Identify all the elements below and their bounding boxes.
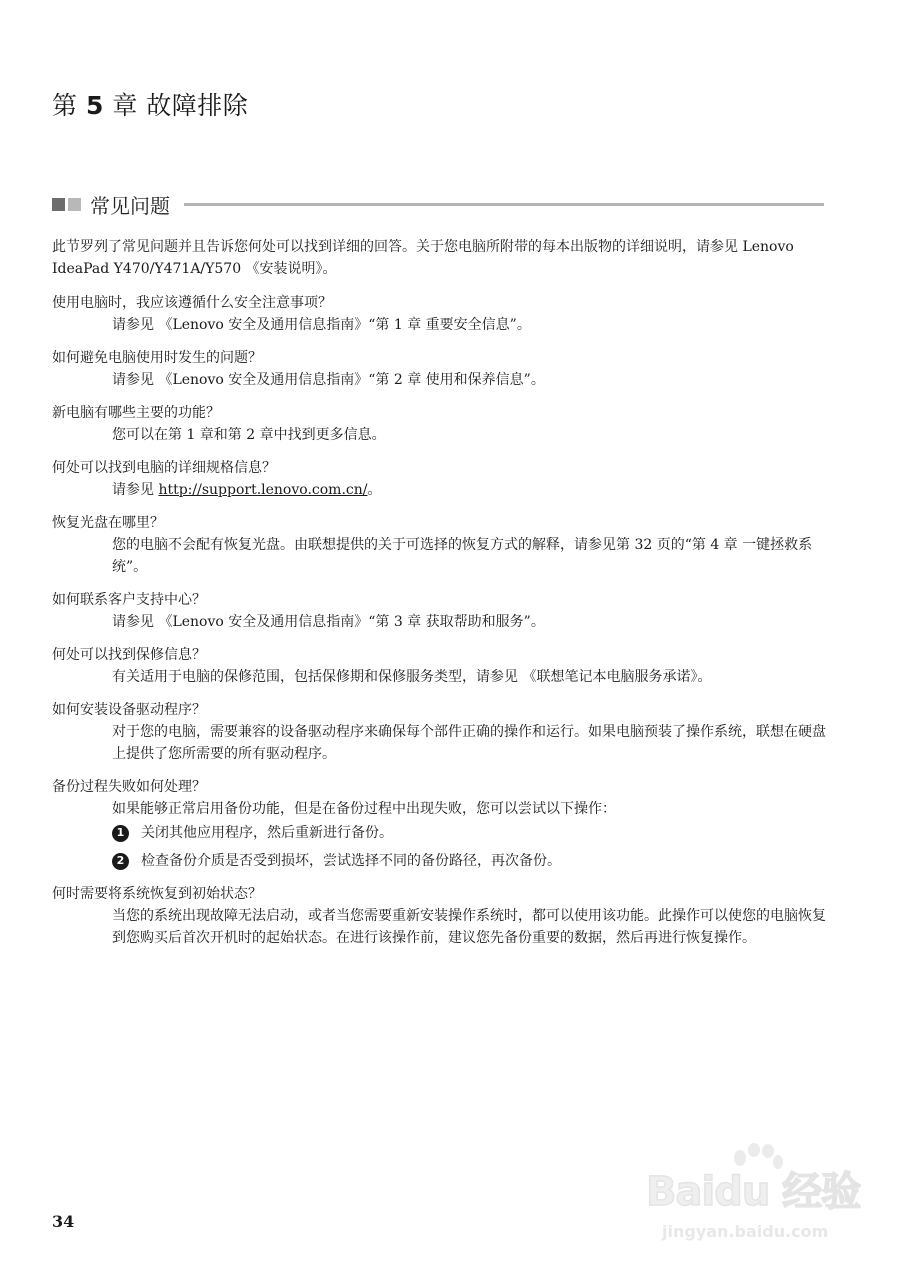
- faq-question: 恢复光盘在哪里？: [52, 515, 164, 531]
- support-link[interactable]: http://support.lenovo.com.cn/: [158, 482, 368, 498]
- step-text: 关闭其他应用程序，然后重新进行备份。: [141, 825, 393, 841]
- step-number-icon: 2: [112, 853, 129, 870]
- faq-question: 如何避免电脑使用时发生的问题？: [52, 350, 262, 366]
- faq-answer: [112, 479, 828, 501]
- faq-answer: 如果能够正常启用备份功能，但是在备份过程中出现失败，您可以尝试以下操作：: [112, 801, 616, 817]
- faq-item: [52, 402, 828, 446]
- faq-item: [52, 644, 828, 688]
- faq-item: [52, 292, 828, 336]
- step-number-icon: 1: [112, 825, 129, 842]
- section-title: 常见问题: [90, 193, 170, 218]
- faq-item: [52, 589, 828, 633]
- baidu-watermark: [640, 1142, 880, 1272]
- chapter-prefix: 第: [52, 91, 78, 120]
- watermark-logo: Baidu 经验: [646, 1169, 861, 1215]
- faq-answer: 当您的系统出现故障无法启动，或者当您需要重新安装操作系统时，都可以使用该功能。此操作可以使您的电脑恢复到您购买后首次开机时的起始状态。在进行该操作前，建议您先备份重要的数据，然后再进行恢复操作。: [112, 908, 826, 946]
- answer-suffix: 。: [367, 482, 382, 498]
- faq-question: 备份过程失败如何处理？: [52, 779, 206, 795]
- faq-question: 何时需要将系统恢复到初始状态？: [52, 886, 262, 902]
- intro-paragraph: 此节罗列了常见问题并且告诉您何处可以找到详细的回答。关于您电脑所附带的每本出版物的详细说明，请参见 Lenovo IdeaPad Y470/Y471A/Y570 《安装说明》。: [52, 239, 794, 277]
- chapter-title: [52, 86, 248, 122]
- faq-answer: 请参见 《Lenovo 安全及通用信息指南》“第 3 章 获取帮助和服务”。: [112, 614, 545, 630]
- section-divider: [184, 203, 824, 206]
- chapter-number: 5: [85, 91, 104, 120]
- faq-answer: 有关适用于电脑的保修范围，包括保修期和保修服务类型，请参见 《联想笔记本电脑服务承诺》。: [112, 669, 712, 685]
- faq-list: [52, 292, 828, 960]
- faq-question: 使用电脑时，我应该遵循什么安全注意事项？: [52, 295, 332, 311]
- faq-answer: 请参见 《Lenovo 安全及通用信息指南》“第 2 章 使用和保养信息”。: [112, 372, 545, 388]
- faq-item: [52, 347, 828, 391]
- faq-item: [52, 776, 828, 872]
- faq-question: 新电脑有哪些主要的功能？: [52, 405, 220, 421]
- step-item: [112, 822, 828, 844]
- step-list: [112, 822, 828, 872]
- faq-answer: 对于您的电脑，需要兼容的设备驱动程序来确保每个部件正确的操作和运行。如果电脑预装了操作系统，联想在硬盘上提供了您所需要的所有驱动程序。: [112, 724, 826, 762]
- faq-question: 如何安装设备驱动程序？: [52, 702, 206, 718]
- answer-prefix: 请参见: [112, 482, 159, 498]
- faq-item: [52, 699, 828, 765]
- faq-answer: 您的电脑不会配有恢复光盘。由联想提供的关于可选择的恢复方式的解释，请参见第 32 页的“第 4 章 一键拯救系统”。: [112, 537, 813, 575]
- watermark-url: jingyan.baidu.com: [662, 1222, 829, 1241]
- section-bullet-icon: [52, 198, 81, 211]
- faq-question: 何处可以找到保修信息？: [52, 647, 206, 663]
- section-heading: [52, 188, 824, 220]
- faq-question: 如何联系客户支持中心？: [52, 592, 206, 608]
- step-text: 检查备份介质是否受到损坏，尝试选择不同的备份路径，再次备份。: [141, 853, 561, 869]
- faq-item: [52, 883, 828, 949]
- faq-question: 何处可以找到电脑的详细规格信息？: [52, 460, 276, 476]
- faq-item: [52, 457, 828, 501]
- chapter-name: 章 故障排除: [112, 91, 249, 120]
- page-number: 34: [52, 1212, 75, 1231]
- faq-answer: 请参见 《Lenovo 安全及通用信息指南》“第 1 章 重要安全信息”。: [112, 317, 531, 333]
- faq-answer: 您可以在第 1 章和第 2 章中找到更多信息。: [112, 427, 386, 443]
- step-item: [112, 850, 828, 872]
- faq-item: [52, 512, 828, 578]
